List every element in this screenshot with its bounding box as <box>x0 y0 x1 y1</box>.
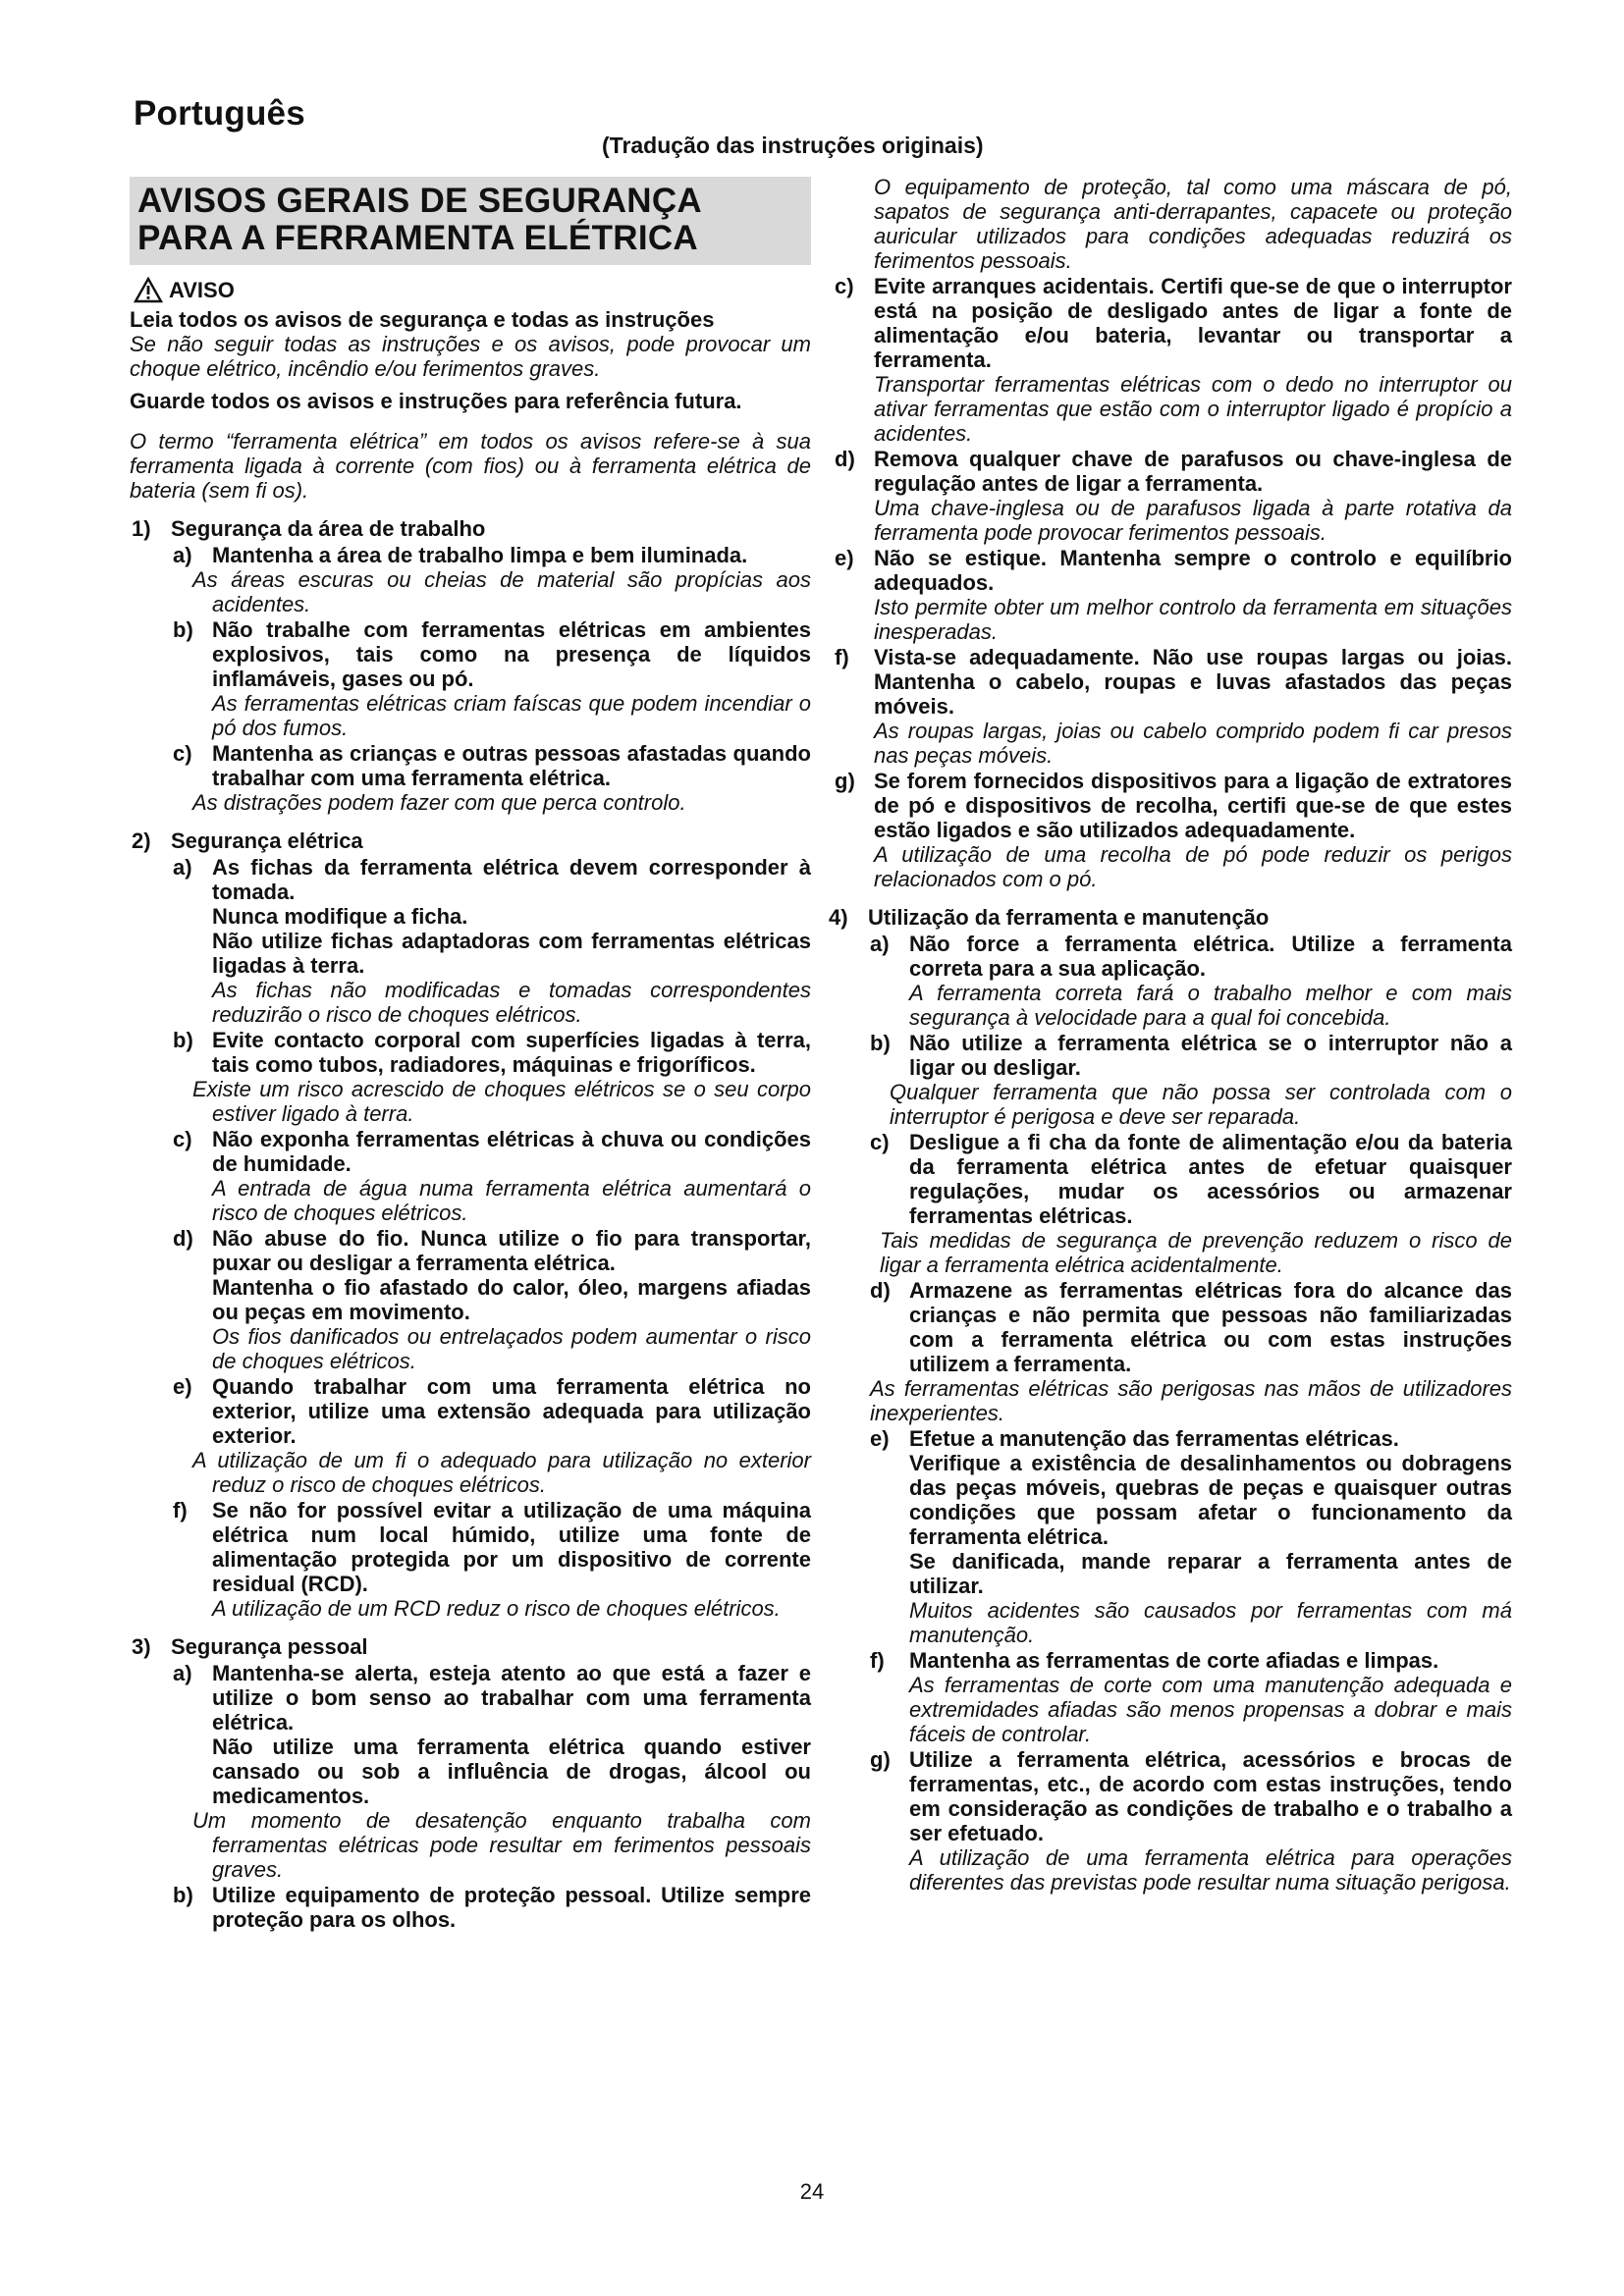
list-item: b) Não utilize a ferramenta elétrica se o interruptor não a ligar ou desligar. <box>870 1031 1512 1080</box>
list-item: e) Quando trabalhar com uma ferramenta elétrica no exterior, utilize uma extensão adequada para utilização exterior. <box>173 1374 811 1448</box>
item-note: Uma chave-inglesa ou de parafusos ligada à parte rotativa da ferramenta pode provocar ferimentos pessoais. <box>874 496 1512 545</box>
item-text: Não utilize fichas adaptadoras com ferramentas elétricas ligadas à terra. <box>212 929 811 978</box>
item-note: Um momento de desatenção enquanto trabalha com ferramentas elétricas pode resultar em ferimentos pessoais graves. <box>192 1808 811 1882</box>
item-note: As distrações podem fazer com que perca controlo. <box>192 790 686 815</box>
section-2-heading: 2) Segurança elétrica <box>132 828 363 853</box>
item-note: A entrada de água numa ferramenta elétrica aumentará o risco de choques elétricos. <box>212 1176 811 1225</box>
item-note: A utilização de uma recolha de pó pode reduzir os perigos relacionados com o pó. <box>874 842 1512 891</box>
item-note: Existe um risco acrescido de choques elétricos se o seu corpo estiver ligado à terra. <box>192 1077 811 1126</box>
item-text: Verifique a existência de desalinhamentos ou dobragens das peças móveis, quebras de peças e quaisquer outras condições que possam afetar o funcionamento da ferramenta elétrica. <box>909 1451 1512 1549</box>
item-note: A utilização de um fi o adequado para utilização no exterior reduz o risco de choques elétricos. <box>192 1448 811 1497</box>
list-item: d) Armazene as ferramentas elétricas fora do alcance das crianças e não permita que pessoas não familiarizadas com a ferramenta elétrica ou com estas instruções utilizem a ferramenta. <box>870 1278 1512 1376</box>
intro-italic: Se não seguir todas as instruções e os avisos, pode provocar um choque elétrico, incêndio e/ou ferimentos graves. <box>130 332 811 381</box>
list-item: d) Remova qualquer chave de parafusos ou chave-inglesa de regulação antes de ligar a ferramenta. <box>835 447 1512 496</box>
term-definition: O termo “ferramenta elétrica” em todos os avisos refere-se à sua ferramenta ligada à corrente (com fios) ou à ferramenta elétrica de bateria (sem fi os). <box>130 429 811 503</box>
list-item: a) Mantenha a área de trabalho limpa e bem iluminada. <box>173 543 748 567</box>
warning-heading <box>134 277 811 303</box>
section-4-heading: 4) Utilização da ferramenta e manutenção <box>829 905 1270 930</box>
item-note: As áreas escuras ou cheias de material são propícias aos acidentes. <box>192 567 811 616</box>
list-item: e) Efetue a manutenção das ferramentas elétricas. <box>870 1426 1399 1451</box>
item-note: Isto permite obter um melhor controlo da ferramenta em situações inesperadas. <box>874 595 1512 644</box>
list-item: d) Não abuse do fio. Nunca utilize o fio para transportar, puxar ou desligar a ferramenta elétrica. <box>173 1226 811 1275</box>
item-text: Mantenha o fio afastado do calor, óleo, margens afiadas ou peças em movimento. <box>212 1275 811 1324</box>
list-item: b) Utilize equipamento de proteção pessoal. Utilize sempre proteção para os olhos. <box>173 1883 811 1932</box>
list-item: e) Não se estique. Mantenha sempre o controlo e equilíbrio adequados. <box>835 546 1512 595</box>
list-item: f) Se não for possível evitar a utilização de uma máquina elétrica num local húmido, utilize uma fonte de alimentação protegida por um dispositivo de corrente residual (RCD). <box>173 1498 811 1596</box>
list-item: a) Não force a ferramenta elétrica. Utilize a ferramenta correta para a sua aplicação. <box>870 932 1512 981</box>
list-item: a) Mantenha-se alerta, esteja atento ao que está a fazer e utilize o bom senso ao trabalhar com uma ferramenta elétrica. <box>173 1661 811 1735</box>
left-column <box>130 177 811 1932</box>
list-item: g) Utilize a ferramenta elétrica, acessórios e brocas de ferramentas, etc., de acordo com estas instruções, tendo em consideração as condições de trabalho e o trabalho a ser efetuado. <box>870 1747 1512 1845</box>
list-item: c) Não exponha ferramentas elétricas à chuva ou condições de humidade. <box>173 1127 811 1176</box>
list-item: f) Mantenha as ferramentas de corte afiadas e limpas. <box>870 1648 1439 1673</box>
item-note: As roupas largas, joias ou cabelo comprido podem fi car presos nas peças móveis. <box>874 719 1512 768</box>
item-note: As ferramentas de corte com uma manutenção adequada e extremidades afiadas são menos propensas a dobrar e mais fáceis de controlar. <box>909 1673 1512 1746</box>
item-text: Se danificada, mande reparar a ferramenta antes de utilizar. <box>909 1549 1512 1598</box>
list-item: b) Evite contacto corporal com superfícies ligadas à terra, tais como tubos, radiadores, máquinas e frigoríficos. <box>173 1028 811 1077</box>
item-note: Muitos acidentes são causados por ferramentas com má manutenção. <box>909 1598 1512 1647</box>
right-column <box>827 175 1512 1895</box>
section-title-line1: AVISOS GERAIS DE SEGURANÇA <box>137 182 703 220</box>
page-number: 24 <box>799 2179 825 2204</box>
list-item: c) Desligue a fi cha da fonte de alimentação e/ou da bateria da ferramenta elétrica antes de efetuar quaisquer regulações, mudar os acessórios ou armazenar ferramentas elétricas. <box>870 1130 1512 1228</box>
item-note: A ferramenta correta fará o trabalho melhor e com mais segurança à velocidade para a qual foi concebida. <box>909 981 1512 1030</box>
list-item: g) Se forem fornecidos dispositivos para a ligação de extratores de pó e dispositivos de recolha, certifi que-se de que estes estão ligados e são utilizados adequadamente. <box>835 769 1512 842</box>
list-item: a) As fichas da ferramenta elétrica devem corresponder à tomada. <box>173 855 811 904</box>
item-note: As ferramentas elétricas criam faíscas que podem incendiar o pó dos fumos. <box>212 691 811 740</box>
item-text: Não utilize uma ferramenta elétrica quando estiver cansado ou sob a influência de drogas, álcool ou medicamentos. <box>212 1735 811 1808</box>
item-note: O equipamento de proteção, tal como uma máscara de pó, sapatos de segurança anti-derrapantes, capacete ou proteção auricular utilizados para condições adequadas reduzirá os ferimentos pessoais. <box>874 175 1512 273</box>
item-note: Transportar ferramentas elétricas com o dedo no interruptor ou ativar ferramentas que estão com o interruptor ligado é propício a acidentes. <box>874 372 1512 446</box>
item-note: As ferramentas elétricas são perigosas nas mãos de utilizadores inexperientes. <box>870 1376 1512 1425</box>
list-item: c) Mantenha as crianças e outras pessoas afastadas quando trabalhar com uma ferramenta elétrica. <box>173 741 811 790</box>
item-note: A utilização de uma ferramenta elétrica para operações diferentes das previstas pode resultar numa situação perigosa. <box>909 1845 1512 1895</box>
intro-bold: Leia todos os avisos de segurança e todas as instruções <box>130 307 715 332</box>
list-item: c) Evite arranques acidentais. Certifi que-se de que o interruptor está na posição de desligado antes de ligar a fonte de alimentação e/ou bateria, levantar ou transportar a ferramenta. <box>835 274 1512 372</box>
list-item: f) Vista-se adequadamente. Não use roupas largas ou joias. Mantenha o cabelo, roupas e luvas afastados das peças móveis. <box>835 645 1512 719</box>
section-1-heading: 1) Segurança da área de trabalho <box>132 516 486 541</box>
item-note: As fichas não modificadas e tomadas correspondentes reduzirão o risco de choques elétricos. <box>212 978 811 1027</box>
warning-label: AVISO <box>169 277 235 302</box>
list-item: b) Não trabalhe com ferramentas elétricas em ambientes explosivos, tais como na presença de líquidos inflamáveis, gases ou pó. <box>173 617 811 691</box>
item-note: A utilização de um RCD reduz o risco de choques elétricos. <box>212 1596 781 1621</box>
keep-instructions: Guarde todos os avisos e instruções para referência futura. <box>130 389 742 413</box>
page-language: Português <box>134 94 305 133</box>
page-subtitle: (Tradução das instruções originais) <box>602 133 984 158</box>
item-note: Tais medidas de segurança de prevenção reduzem o risco de ligar a ferramenta elétrica acidentalmente. <box>880 1228 1512 1277</box>
item-text: Nunca modifique a ficha. <box>212 904 468 929</box>
section-title-line2: PARA A FERRAMENTA ELÉTRICA <box>137 219 699 257</box>
item-note: Qualquer ferramenta que não possa ser controlada com o interruptor é perigosa e deve ser reparada. <box>890 1080 1512 1129</box>
warning-triangle-icon <box>134 277 163 303</box>
item-note: Os fios danificados ou entrelaçados podem aumentar o risco de choques elétricos. <box>212 1324 811 1373</box>
section-title-box <box>130 177 811 265</box>
section-3-heading: 3) Segurança pessoal <box>132 1634 368 1659</box>
